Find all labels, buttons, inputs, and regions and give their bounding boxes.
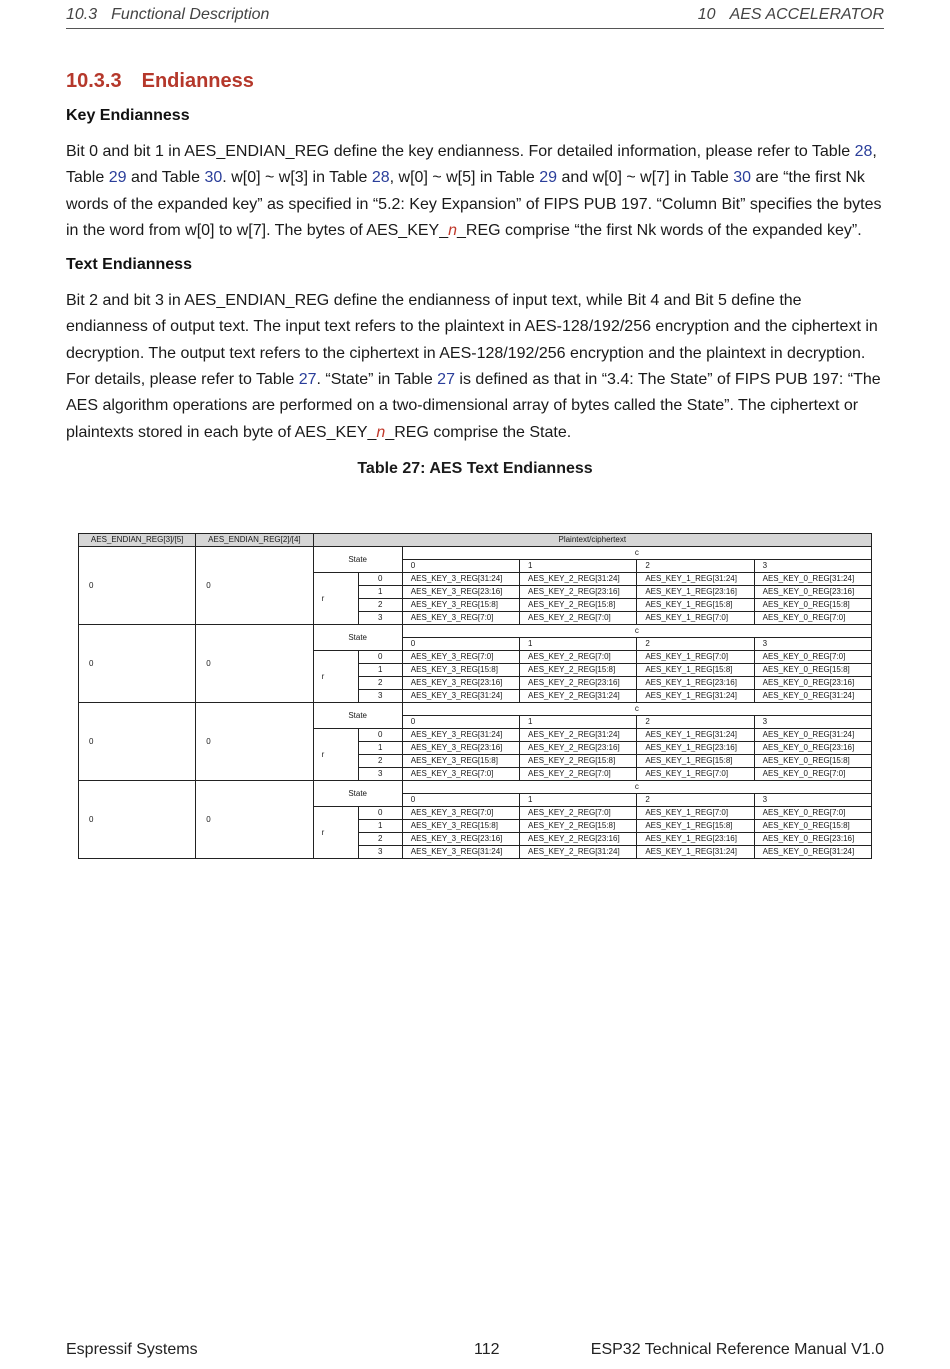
table-row bbox=[79, 781, 872, 794]
key-endianness-paragraph bbox=[66, 139, 884, 244]
register-byte-cell: AES_KEY_0_REG[31:24] bbox=[754, 573, 871, 586]
register-byte-cell: AES_KEY_3_REG[15:8] bbox=[402, 820, 519, 833]
register-byte-cell: AES_KEY_1_REG[31:24] bbox=[637, 846, 754, 859]
header-section bbox=[66, 6, 269, 24]
register-byte-cell: AES_KEY_2_REG[15:8] bbox=[520, 664, 637, 677]
endian-bit-2-4-value: 0 bbox=[196, 625, 313, 703]
register-byte-cell: AES_KEY_2_REG[7:0] bbox=[520, 768, 637, 781]
register-byte-cell: AES_KEY_2_REG[31:24] bbox=[520, 573, 637, 586]
footer-company: Espressif Systems bbox=[66, 1341, 198, 1358]
column-index: 0 bbox=[402, 716, 519, 729]
row-index: 3 bbox=[358, 846, 402, 859]
column-index: 2 bbox=[637, 716, 754, 729]
register-byte-cell: AES_KEY_3_REG[23:16] bbox=[402, 833, 519, 846]
state-label: State bbox=[313, 781, 402, 807]
register-byte-cell: AES_KEY_2_REG[31:24] bbox=[520, 690, 637, 703]
register-byte-cell: AES_KEY_3_REG[15:8] bbox=[402, 664, 519, 677]
register-byte-cell: AES_KEY_0_REG[23:16] bbox=[754, 833, 871, 846]
column-axis-label: c bbox=[402, 625, 871, 638]
register-byte-cell: AES_KEY_2_REG[7:0] bbox=[520, 807, 637, 820]
register-byte-cell: AES_KEY_3_REG[31:24] bbox=[402, 690, 519, 703]
register-byte-cell: AES_KEY_0_REG[7:0] bbox=[754, 768, 871, 781]
header-chapter-number: 10 bbox=[697, 6, 716, 23]
register-byte-cell: AES_KEY_3_REG[15:8] bbox=[402, 755, 519, 768]
header-chapter bbox=[698, 6, 884, 24]
row-index: 1 bbox=[358, 664, 402, 677]
register-byte-cell: AES_KEY_3_REG[23:16] bbox=[402, 586, 519, 599]
column-axis-label: c bbox=[402, 781, 871, 794]
table-link[interactable]: 27 bbox=[298, 371, 317, 389]
row-index: 3 bbox=[358, 690, 402, 703]
row-index: 2 bbox=[358, 599, 402, 612]
page-content bbox=[66, 70, 884, 494]
state-label: State bbox=[313, 625, 402, 651]
row-index: 0 bbox=[358, 651, 402, 664]
endian-bit-3-5-value: 0 bbox=[79, 625, 196, 703]
register-byte-cell: AES_KEY_3_REG[31:24] bbox=[402, 846, 519, 859]
register-byte-cell: AES_KEY_3_REG[7:0] bbox=[402, 651, 519, 664]
row-axis-label: r bbox=[313, 729, 358, 781]
text-run: and Table bbox=[126, 169, 205, 187]
register-byte-cell: AES_KEY_0_REG[7:0] bbox=[754, 807, 871, 820]
column-index: 0 bbox=[402, 638, 519, 651]
register-byte-cell: AES_KEY_1_REG[31:24] bbox=[637, 729, 754, 742]
text-run: Bit 0 and bit 1 in AES_ENDIAN_REG define the key endianness. For detailed information, please refer to Table bbox=[66, 143, 855, 160]
state-label: State bbox=[313, 547, 402, 573]
register-byte-cell: AES_KEY_3_REG[31:24] bbox=[402, 573, 519, 586]
register-byte-cell: AES_KEY_1_REG[15:8] bbox=[637, 664, 754, 677]
text-run: , Table bbox=[66, 143, 877, 187]
register-byte-cell: AES_KEY_2_REG[31:24] bbox=[520, 846, 637, 859]
register-byte-cell: AES_KEY_2_REG[7:0] bbox=[520, 651, 637, 664]
endian-bit-3-5-value: 0 bbox=[79, 781, 196, 859]
register-byte-cell: AES_KEY_0_REG[15:8] bbox=[754, 820, 871, 833]
column-index: 3 bbox=[754, 560, 871, 573]
header-endian-bit-2-4: AES_ENDIAN_REG[2]/[4] bbox=[196, 534, 313, 547]
text-run: Bit 2 and bit 3 in AES_ENDIAN_REG define the endianness of input text, while Bit 4 and Bit 5 define the endianness of output text. The input text refers to the plaintext in AES-128/192/256 encryption and the ciphertext in decryption. The output text refers to the ciphertext in AES-128/192/256 encryption and the plaintext in decryption. For details, please refer to Table bbox=[66, 292, 878, 389]
column-index: 2 bbox=[637, 560, 754, 573]
header-endian-bit-3-5: AES_ENDIAN_REG[3]/[5] bbox=[79, 534, 196, 547]
column-axis-label: c bbox=[402, 703, 871, 716]
register-byte-cell: AES_KEY_3_REG[31:24] bbox=[402, 729, 519, 742]
endian-bit-2-4-value: 0 bbox=[196, 781, 313, 859]
row-index: 1 bbox=[358, 586, 402, 599]
register-byte-cell: AES_KEY_0_REG[15:8] bbox=[754, 664, 871, 677]
table-body bbox=[79, 547, 872, 859]
column-axis-label: c bbox=[402, 547, 871, 560]
register-byte-cell: AES_KEY_2_REG[31:24] bbox=[520, 729, 637, 742]
register-byte-cell: AES_KEY_2_REG[15:8] bbox=[520, 599, 637, 612]
column-index: 3 bbox=[754, 638, 871, 651]
variable-n: n bbox=[448, 221, 458, 239]
register-byte-cell: AES_KEY_1_REG[23:16] bbox=[637, 742, 754, 755]
row-index: 0 bbox=[358, 807, 402, 820]
footer-manual-title: ESP32 Technical Reference Manual V1.0 bbox=[590, 1341, 884, 1358]
table-link[interactable]: 28 bbox=[371, 169, 390, 187]
table-caption: Table 27: AES Text Endianness bbox=[357, 459, 593, 477]
text-run: is defined as that in “3.4: The State” of FIPS PUB 197: “The AES algorithm operations are performed on a two-dimensional array of bytes called the State”. The ciphertext or plaintexts stored in each byte of AES_KEY_ bbox=[66, 371, 881, 441]
register-byte-cell: AES_KEY_2_REG[7:0] bbox=[520, 612, 637, 625]
table-link[interactable]: 30 bbox=[204, 169, 223, 187]
register-byte-cell: AES_KEY_2_REG[23:16] bbox=[520, 833, 637, 846]
key-endianness-heading: Key Endianness bbox=[66, 107, 190, 124]
text-endianness-heading: Text Endianness bbox=[66, 256, 192, 274]
text-run: and w[0] ~ w[7] in Table bbox=[557, 169, 734, 187]
row-index: 3 bbox=[358, 612, 402, 625]
row-index: 2 bbox=[358, 833, 402, 846]
text-endianness-paragraph bbox=[66, 288, 884, 446]
page-header bbox=[66, 6, 884, 29]
column-index: 2 bbox=[637, 794, 754, 807]
register-byte-cell: AES_KEY_1_REG[23:16] bbox=[637, 833, 754, 846]
row-index: 2 bbox=[358, 677, 402, 690]
register-byte-cell: AES_KEY_1_REG[7:0] bbox=[637, 768, 754, 781]
register-byte-cell: AES_KEY_3_REG[23:16] bbox=[402, 677, 519, 690]
column-index: 1 bbox=[520, 716, 637, 729]
register-byte-cell: AES_KEY_2_REG[23:16] bbox=[520, 586, 637, 599]
table-link[interactable]: 29 bbox=[539, 169, 558, 187]
register-byte-cell: AES_KEY_1_REG[15:8] bbox=[637, 599, 754, 612]
register-byte-cell: AES_KEY_1_REG[31:24] bbox=[637, 690, 754, 703]
column-index: 2 bbox=[637, 638, 754, 651]
row-index: 0 bbox=[358, 573, 402, 586]
register-byte-cell: AES_KEY_0_REG[23:16] bbox=[754, 586, 871, 599]
row-axis-label: r bbox=[313, 573, 358, 625]
register-byte-cell: AES_KEY_1_REG[15:8] bbox=[637, 820, 754, 833]
header-plaintext-ciphertext: Plaintext/ciphertext bbox=[313, 534, 871, 547]
text-run: . w[0] ~ w[3] in Table bbox=[222, 169, 372, 187]
register-byte-cell: AES_KEY_0_REG[31:24] bbox=[754, 690, 871, 703]
row-index: 3 bbox=[358, 768, 402, 781]
footer-page-number: 112 bbox=[474, 1341, 500, 1358]
register-byte-cell: AES_KEY_3_REG[15:8] bbox=[402, 599, 519, 612]
row-index: 0 bbox=[358, 729, 402, 742]
register-byte-cell: AES_KEY_0_REG[31:24] bbox=[754, 729, 871, 742]
row-axis-label: r bbox=[313, 807, 358, 859]
text-run: are “the first Nk words of the expanded key” as specified in “5.2: Key Expansion” of FIPS PUB 197. “Column Bit” specifies the bytes in the word from w[0] to w[7]. The bytes of AES_KEY_ bbox=[66, 169, 882, 239]
register-byte-cell: AES_KEY_2_REG[15:8] bbox=[520, 820, 637, 833]
column-index: 1 bbox=[520, 638, 637, 651]
section-name: Endianness bbox=[141, 70, 254, 92]
text-run: _REG comprise “the first Nk words of the expanded key”. bbox=[457, 221, 862, 239]
register-byte-cell: AES_KEY_0_REG[23:16] bbox=[754, 742, 871, 755]
section-title bbox=[66, 70, 884, 93]
register-byte-cell: AES_KEY_0_REG[7:0] bbox=[754, 651, 871, 664]
register-byte-cell: AES_KEY_1_REG[31:24] bbox=[637, 573, 754, 586]
table-row bbox=[79, 703, 872, 716]
header-chapter-title: AES ACCELERATOR bbox=[729, 6, 884, 23]
register-byte-cell: AES_KEY_1_REG[7:0] bbox=[637, 612, 754, 625]
aes-text-endianness-table bbox=[78, 533, 872, 859]
text-run: . “State” in Table bbox=[316, 371, 438, 389]
text-run: _REG comprise the State. bbox=[385, 423, 572, 441]
row-index: 1 bbox=[358, 820, 402, 833]
endian-bit-3-5-value: 0 bbox=[79, 547, 196, 625]
row-index: 2 bbox=[358, 755, 402, 768]
register-byte-cell: AES_KEY_3_REG[7:0] bbox=[402, 612, 519, 625]
endian-bit-2-4-value: 0 bbox=[196, 703, 313, 781]
header-section-number: 10.3 bbox=[66, 6, 98, 23]
header-section-title: Functional Description bbox=[111, 6, 270, 23]
register-byte-cell: AES_KEY_0_REG[31:24] bbox=[754, 846, 871, 859]
register-byte-cell: AES_KEY_1_REG[7:0] bbox=[637, 807, 754, 820]
table-link[interactable]: 30 bbox=[733, 169, 752, 187]
register-byte-cell: AES_KEY_1_REG[7:0] bbox=[637, 651, 754, 664]
row-axis-label: r bbox=[313, 651, 358, 703]
row-index: 1 bbox=[358, 742, 402, 755]
text-run: , w[0] ~ w[5] in Table bbox=[389, 169, 540, 187]
column-index: 0 bbox=[402, 794, 519, 807]
table-link[interactable]: 28 bbox=[854, 143, 873, 160]
column-index: 3 bbox=[754, 716, 871, 729]
register-byte-cell: AES_KEY_0_REG[23:16] bbox=[754, 677, 871, 690]
register-byte-cell: AES_KEY_3_REG[7:0] bbox=[402, 807, 519, 820]
table-link[interactable]: 29 bbox=[108, 169, 127, 187]
column-index: 1 bbox=[520, 560, 637, 573]
register-byte-cell: AES_KEY_3_REG[23:16] bbox=[402, 742, 519, 755]
register-byte-cell: AES_KEY_2_REG[23:16] bbox=[520, 742, 637, 755]
register-byte-cell: AES_KEY_2_REG[15:8] bbox=[520, 755, 637, 768]
table-row bbox=[79, 625, 872, 638]
register-byte-cell: AES_KEY_1_REG[15:8] bbox=[637, 755, 754, 768]
endian-bit-2-4-value: 0 bbox=[196, 547, 313, 625]
section-number: 10.3.3 bbox=[66, 70, 122, 92]
endian-bit-3-5-value: 0 bbox=[79, 703, 196, 781]
register-byte-cell: AES_KEY_2_REG[23:16] bbox=[520, 677, 637, 690]
register-byte-cell: AES_KEY_3_REG[7:0] bbox=[402, 768, 519, 781]
table-link[interactable]: 27 bbox=[437, 371, 455, 389]
table-row bbox=[79, 547, 872, 560]
column-index: 0 bbox=[402, 560, 519, 573]
register-byte-cell: AES_KEY_1_REG[23:16] bbox=[637, 677, 754, 690]
column-index: 3 bbox=[754, 794, 871, 807]
variable-n: n bbox=[376, 423, 386, 441]
register-byte-cell: AES_KEY_0_REG[7:0] bbox=[754, 612, 871, 625]
state-label: State bbox=[313, 703, 402, 729]
column-index: 1 bbox=[520, 794, 637, 807]
register-byte-cell: AES_KEY_1_REG[23:16] bbox=[637, 586, 754, 599]
register-byte-cell: AES_KEY_0_REG[15:8] bbox=[754, 599, 871, 612]
register-byte-cell: AES_KEY_0_REG[15:8] bbox=[754, 755, 871, 768]
